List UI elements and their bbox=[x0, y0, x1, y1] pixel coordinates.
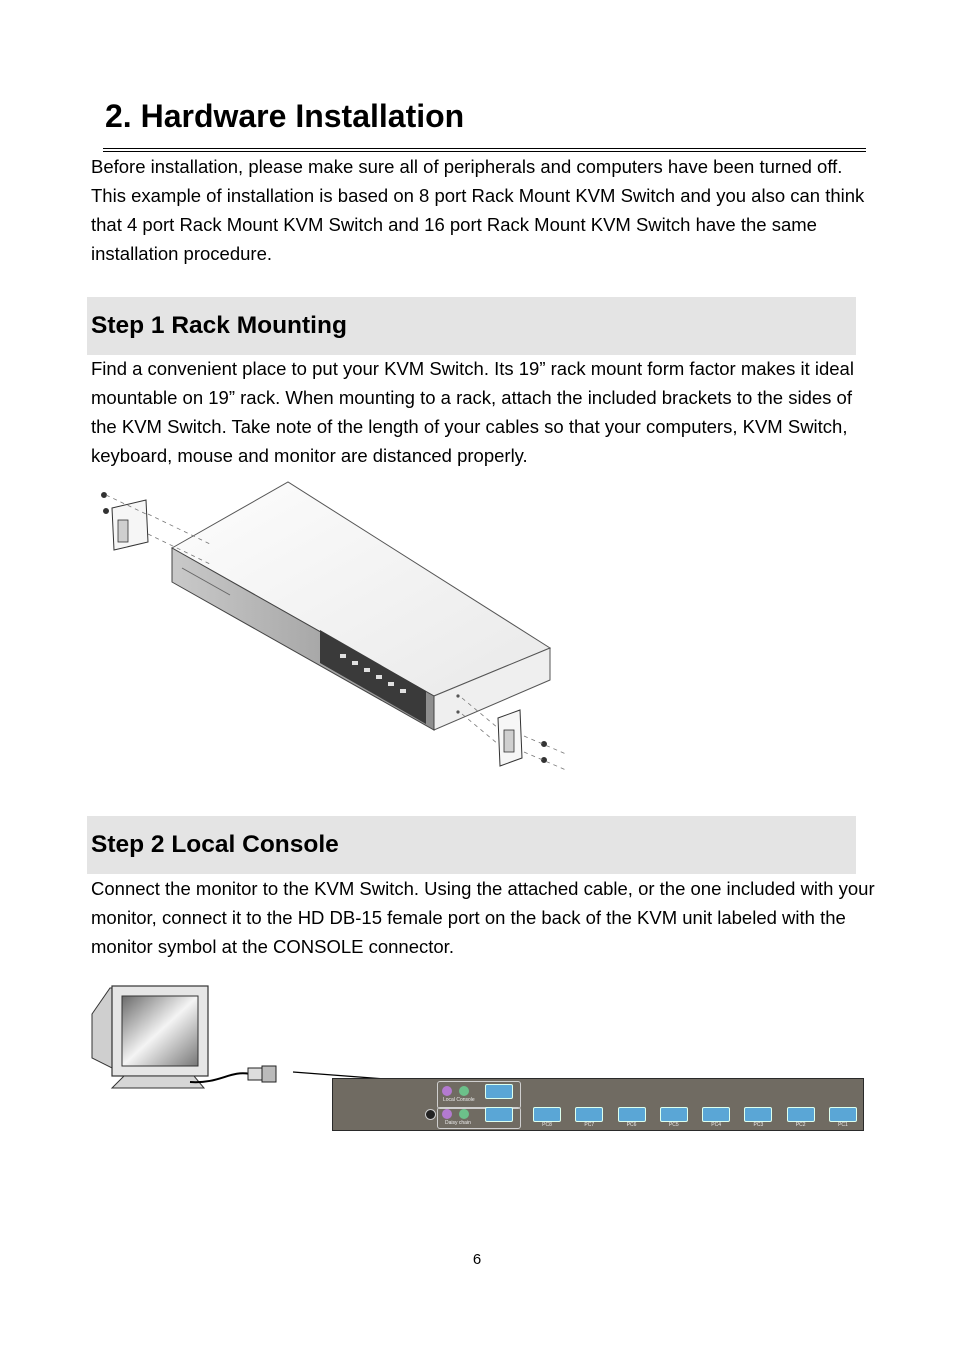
port-label: PC4 bbox=[711, 1122, 721, 1128]
daisy-chain-label: Daisy chain bbox=[445, 1120, 471, 1126]
ps2-mouse-port bbox=[442, 1109, 452, 1119]
pc-port-row bbox=[529, 1107, 861, 1129]
vga-port bbox=[660, 1107, 688, 1122]
local-console-label: Local Console bbox=[443, 1097, 475, 1103]
ps2-keyboard-port bbox=[459, 1109, 469, 1119]
console-vga-port bbox=[485, 1084, 513, 1099]
vga-port bbox=[533, 1107, 561, 1122]
kvm-back-panel bbox=[332, 1078, 864, 1131]
pc-port bbox=[529, 1107, 565, 1129]
port-label: PC1 bbox=[838, 1122, 848, 1128]
page-number: 6 bbox=[472, 1251, 482, 1268]
pc-port bbox=[571, 1107, 607, 1129]
monitor-drawing bbox=[90, 984, 310, 1094]
monitor-illustration bbox=[90, 984, 310, 1094]
ps2-keyboard-port bbox=[459, 1086, 469, 1096]
vga-port bbox=[787, 1107, 815, 1122]
pc-port bbox=[825, 1107, 861, 1129]
daisy-chain-vga-port bbox=[485, 1107, 513, 1122]
vga-port bbox=[702, 1107, 730, 1122]
port-label: PC3 bbox=[753, 1122, 764, 1128]
intro-paragraph: Before installation, please make sure all of peripherals and computers have been turned off. This example of installation is based on 8 port Rack Mount KVM Switch and you also can think that 4 port Rack Mount KVM Switch and 16 port Rack Mount KVM Switch have the same installation procedure. bbox=[91, 156, 865, 264]
port-label: PC5 bbox=[668, 1122, 679, 1128]
ps2-mouse-port bbox=[442, 1086, 452, 1096]
step1-header bbox=[87, 297, 856, 355]
step2-paragraph: Connect the monitor to the KVM Switch. Using the attached cable, or the one included with your monitor, connect it to the HD DB-15 female port on the back of the KVM unit labeled with the monitor symbol at the CONSOLE connector. bbox=[91, 878, 875, 957]
step1-paragraph: Find a convenient place to put your KVM Switch. Its 19” rack mount form factor makes it ideal mountable on 19” rack. When mounting to a rack, attach the included brackets to the sides of the KVM Switch. Take note of the length of your cables so that your computers, KVM Switch, keyboard, mouse and monitor are distanced properly. bbox=[91, 358, 854, 466]
pc-port bbox=[740, 1107, 776, 1129]
step1-title: Step 1 Rack Mounting bbox=[91, 312, 347, 339]
vga-port bbox=[575, 1107, 603, 1122]
port-label: PC7 bbox=[584, 1122, 595, 1128]
port-label: PC2 bbox=[795, 1122, 806, 1128]
port-label: PC6 bbox=[626, 1122, 637, 1128]
pc-port bbox=[783, 1107, 819, 1129]
pc-port bbox=[614, 1107, 650, 1129]
power-jack bbox=[425, 1109, 436, 1120]
vga-port bbox=[744, 1107, 772, 1122]
vga-port bbox=[829, 1107, 857, 1122]
step2-title: Step 2 Local Console bbox=[91, 831, 339, 858]
pc-port bbox=[656, 1107, 692, 1129]
kvm-rack-drawing bbox=[90, 478, 570, 778]
port-label: PC8 bbox=[542, 1122, 552, 1128]
vga-port bbox=[618, 1107, 646, 1122]
pc-port bbox=[698, 1107, 734, 1129]
rack-mount-illustration bbox=[90, 478, 570, 778]
page-title: 2. Hardware Installation bbox=[105, 98, 465, 134]
step2-header bbox=[87, 816, 856, 874]
